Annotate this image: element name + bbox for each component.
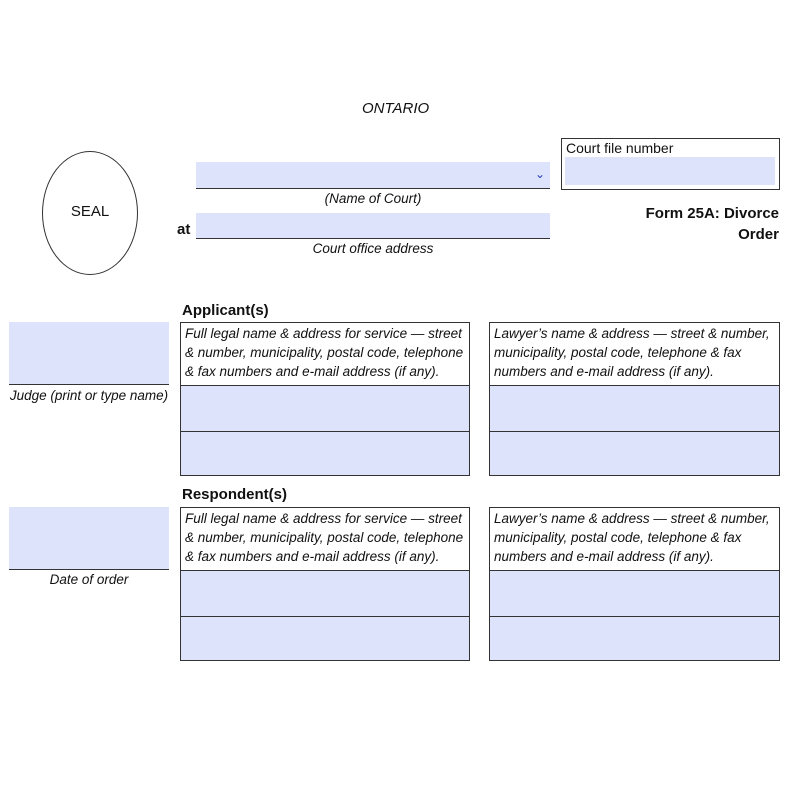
court-file-number-field[interactable]: [565, 157, 775, 185]
form-title-line2: Order: [738, 226, 779, 243]
respondent-party-row-2[interactable]: [181, 616, 469, 660]
respondent-lawyer-row-1[interactable]: [490, 570, 779, 616]
applicants-heading: Applicant(s): [182, 302, 269, 319]
court-name-select[interactable]: [196, 162, 550, 189]
applicant-lawyer-table: [489, 322, 780, 476]
respondent-lawyer-header: Lawyer’s name & address — street & number, municipality, postal code, telephone & fax numbers and e-mail address (if any).: [494, 511, 770, 564]
form-title: [560, 203, 779, 245]
respondent-party-table: [180, 507, 470, 661]
respondent-lawyer-row-2[interactable]: [490, 616, 779, 660]
respondent-lawyer-table: [489, 507, 780, 661]
applicant-party-row-2[interactable]: [181, 431, 469, 475]
applicant-party-row-1[interactable]: [181, 385, 469, 431]
seal-label: SEAL: [70, 203, 110, 220]
court-file-number-label: Court file number: [566, 140, 674, 156]
applicant-party-table: [180, 322, 470, 476]
form-title-line1: Form 25A: Divorce: [645, 205, 779, 222]
respondent-party-row-1[interactable]: [181, 570, 469, 616]
applicant-party-header: Full legal name & address for service — street & number, municipality, postal code, telephone & fax numbers and e-mail address (if any).: [185, 326, 464, 379]
court-office-address-field[interactable]: [196, 213, 550, 239]
respondents-heading: Respondent(s): [182, 486, 287, 503]
applicant-lawyer-row-2[interactable]: [490, 431, 779, 475]
date-of-order-caption: Date of order: [49, 572, 129, 587]
applicant-lawyer-header: Lawyer’s name & address — street & number, municipality, postal code, telephone & fax numbers and e-mail address (if any).: [494, 326, 770, 379]
applicant-lawyer-row-1[interactable]: [490, 385, 779, 431]
judge-name-field[interactable]: [9, 322, 169, 385]
court-name-caption: (Name of Court): [324, 191, 422, 206]
respondent-party-header: Full legal name & address for service — street & number, municipality, postal code, telephone & fax numbers and e-mail address (if any).: [185, 511, 464, 564]
at-label: at: [177, 221, 191, 238]
chevron-down-icon[interactable]: ⌄: [534, 167, 545, 181]
judge-caption: Judge (print or type name): [9, 388, 169, 403]
court-office-caption: Court office address: [312, 241, 434, 256]
date-of-order-field[interactable]: [9, 507, 169, 570]
province-title: ONTARIO: [362, 100, 430, 117]
